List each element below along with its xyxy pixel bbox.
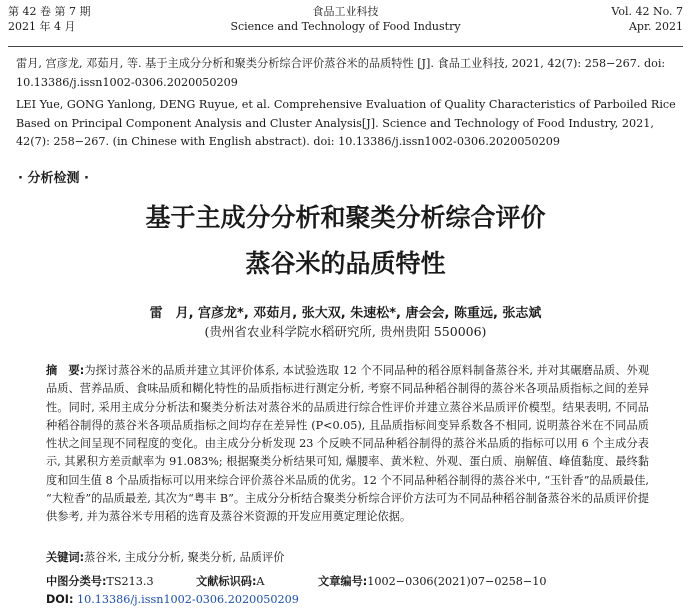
abstract [46,362,649,527]
clc-label: 中图分类号: [46,575,107,588]
doc-code-value: A [256,575,265,588]
article-no-value: 1002−0306(2021)07−0258−10 [367,575,547,588]
author-list: 雷 月, 宫彦龙*, 邓茹月, 张大双, 朱速松*, 唐会会, 陈重远, 张志斌 [149,306,542,321]
keywords-label: 关键词: [46,551,85,564]
section-label: · 分析检测 · [18,171,89,186]
keywords-text: 蒸谷米, 主成分分析, 聚类分析, 品质评价 [84,551,285,564]
document-code [196,573,265,589]
doi-line [46,593,299,606]
article-no-label: 文章编号: [318,575,368,588]
paper-title-line2: 蒸谷米的品质特性 [245,249,446,278]
publish-date: 2021 年 4 月 [8,20,76,33]
volume-issue-en: Vol. 42 No. 7 [611,5,683,18]
journal-name-cn: 食品工业科技 [312,5,379,18]
header-divider [8,46,683,47]
citation-english: LEI Yue, GONG Yanlong, DENG Ruyue, et al. Comprehensive Evaluation of Quality Characteristics of Parboiled Rice Based on Principal Component Analysis and Cluster Analysis[J]. Science and Technology of Food Industry, 2021, 42(7): 258−267. (in Chinese with English abstract). doi: 10.13386/j.issn1002-0306.2020050209 [16,98,676,148]
abstract-label: 摘 要: [46,364,85,377]
keywords-line [46,549,284,565]
clc-value: TS213.3 [106,575,154,588]
doi-link[interactable]: 10.13386/j.issn1002-0306.2020050209 [77,593,299,606]
article-number [318,573,546,589]
citation-chinese: 雷月, 宫彦龙, 邓茹月, 等. 基于主成分分析和聚类分析综合评价蒸谷米的品质特性 [J]. 食品工业科技, 2021, 42(7): 258−267. doi: 10.13386/j.issn1002-0306.2020050209 [16,57,666,89]
volume-issue: 第 42 卷 第 7 期 [8,5,91,18]
publish-date-en: Apr. 2021 [628,20,683,33]
journal-header [8,4,683,42]
doi-label: DOI: [46,593,74,606]
clc-number [46,573,154,589]
affiliation: (贵州省农业科学院水稻研究所, 贵州贵阳 550006) [204,324,487,339]
paper-title-line1: 基于主成分分析和聚类分析综合评价 [145,203,546,232]
doc-code-label: 文献标识码: [196,575,257,588]
abstract-text: 为探讨蒸谷米的品质并建立其评价体系, 本试验选取 12 个不同品种的稻谷原料制备蒸谷米, 并对其碾磨品质、外观品质、营养品质、食味品质和糊化特性的品质指标进行测定分析, 考察不同品种稻谷制得的蒸谷米各项品质指标之间的差异性。同时, 采用主成分分析法和聚类分析法对蒸谷米的品质进行综合性评价并建立蒸谷米品质评价模型。结果表明, 不同品种稻谷制得的蒸谷米各项品质指标之间均存在差异性 (P<0.05), 且品质指标间变异系数各不相同, 说明蒸谷米在不同品质性状之间呈现不同程度的变化。由主成分分析发现 23 个反映不同品种稻谷制得的蒸谷米品质的指标可以用 6 个主成分表示, 其累积方差贡献率为 91.083%; 根据聚类分析结果可知, 爆腰率、黄米粒、外观、蛋白质、崩解值、峰值黏度、最终黏度和回生值 8 个品质指标可以用来综合评价蒸谷米品质的优劣。12 个不同品种稻谷制得的蒸谷米中, “玉针香”的品质最佳, “大粒香”的品质最差, 其次为“粤丰 B”。主成分分析结合聚类分析综合评价方法可为不同品种稻谷制备蒸谷米的品质评价提供参考, 并为蒸谷米专用稻的选育及蒸谷米资源的开发应用奠定理论依据。 [46,364,650,524]
journal-name-en: Science and Technology of Food Industry [230,20,461,33]
